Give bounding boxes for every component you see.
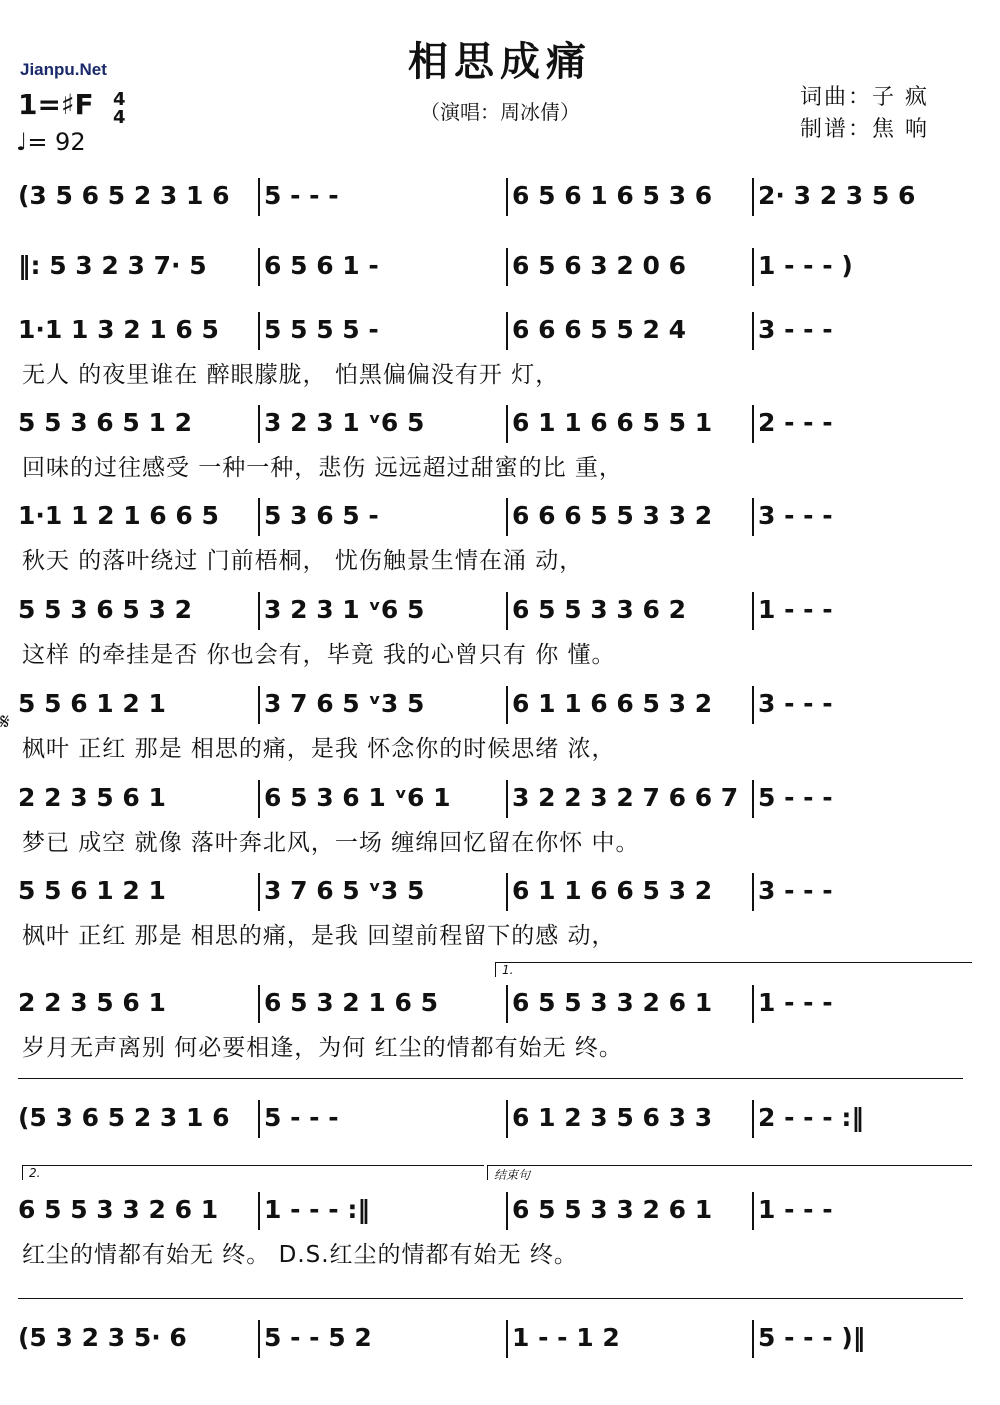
measure: 6 5 5 3 3 2 6 1 bbox=[18, 1195, 219, 1224]
measure: 3 7 6 5 ᵛ3 5 bbox=[264, 689, 425, 718]
measure: (3 5 6 5 2 3 1 6 bbox=[18, 181, 230, 210]
bar-line bbox=[752, 873, 754, 911]
measure: 3 - - - bbox=[758, 501, 833, 530]
measure: (5 3 2 3 5· 6 bbox=[18, 1323, 187, 1352]
measure: 6 5 5 3 3 2 6 1 bbox=[512, 1195, 713, 1224]
measure: 5 - - - bbox=[264, 181, 339, 210]
lyric-line: 梦已 成空 就像 落叶奔北风，一场 缠绵回忆留在你怀 中。 bbox=[22, 830, 640, 856]
bar-line bbox=[752, 312, 754, 350]
key-signature: 1=♯F bbox=[18, 88, 94, 121]
lyric-line: 岁月无声离别 何必要相逢，为何 红尘的情都有始无 终。 bbox=[22, 1035, 623, 1061]
bar-line bbox=[752, 1100, 754, 1138]
measure: 5 - - - bbox=[758, 783, 833, 812]
site-watermark: Jianpu.Net bbox=[20, 60, 107, 79]
notation-row bbox=[18, 178, 973, 216]
bar-line bbox=[752, 178, 754, 216]
measure: 2· 3 2 3 5 6 bbox=[758, 181, 916, 210]
measure: 6 1 1 6 6 5 5 1 bbox=[512, 408, 713, 437]
bar-line bbox=[258, 780, 260, 818]
measure: 3 - - - bbox=[758, 315, 833, 344]
bar-line bbox=[506, 1192, 508, 1230]
measure: 6 5 3 6 1 ᵛ6 1 bbox=[264, 783, 451, 812]
song-title: 相思成痛 bbox=[408, 38, 592, 85]
notation-row bbox=[18, 498, 973, 536]
measure: 1 - - - bbox=[758, 595, 833, 624]
bar-line bbox=[752, 405, 754, 443]
measure: (5 3 6 5 2 3 1 6 bbox=[18, 1103, 230, 1132]
notation-row bbox=[18, 1320, 973, 1358]
measure: 6 1 1 6 6 5 3 2 bbox=[512, 876, 713, 905]
measure: 2 - - - bbox=[758, 408, 833, 437]
bar-line bbox=[752, 592, 754, 630]
bar-line bbox=[752, 1192, 754, 1230]
measure: 1·1 1 3 2 1 6 5 bbox=[18, 315, 219, 344]
bar-line bbox=[506, 1320, 508, 1358]
bar-line bbox=[506, 592, 508, 630]
bar-line bbox=[506, 248, 508, 286]
bar-line bbox=[258, 405, 260, 443]
bar-line bbox=[506, 498, 508, 536]
measure: 5 5 6 1 2 1 bbox=[18, 689, 166, 718]
measure: 3 2 3 1 ᵛ6 5 bbox=[264, 408, 425, 437]
measure: 5 - - - bbox=[264, 1103, 339, 1132]
time-signature bbox=[113, 91, 126, 127]
notation-row bbox=[18, 780, 973, 818]
lyric-line: 无人 的夜里谁在 醉眼朦胧， 怕黑偏偏没有开 灯， bbox=[22, 362, 560, 388]
measure: 2 2 3 5 6 1 bbox=[18, 783, 166, 812]
measure: 6 5 6 1 - bbox=[264, 251, 379, 280]
bar-line bbox=[752, 780, 754, 818]
bar-line bbox=[258, 312, 260, 350]
measure: 6 1 2 3 5 6 3 3 bbox=[512, 1103, 713, 1132]
bar-line bbox=[506, 686, 508, 724]
measure: 6 5 5 3 3 2 6 1 bbox=[512, 988, 713, 1017]
notation-row bbox=[18, 1192, 973, 1230]
section-separator bbox=[18, 1298, 963, 1299]
notation-row bbox=[18, 985, 973, 1023]
bar-line bbox=[258, 592, 260, 630]
measure: 2 - - - :‖ bbox=[758, 1103, 864, 1132]
bar-line bbox=[258, 1192, 260, 1230]
measure: 3 - - - bbox=[758, 689, 833, 718]
notation-row bbox=[18, 405, 973, 443]
measure: 6 5 6 3 2 0 6 bbox=[512, 251, 686, 280]
bar-line bbox=[506, 873, 508, 911]
bar-line bbox=[506, 405, 508, 443]
measure: 3 7 6 5 ᵛ3 5 bbox=[264, 876, 425, 905]
bar-line bbox=[752, 686, 754, 724]
measure: 5 - - - )‖ bbox=[758, 1323, 866, 1352]
notation-row bbox=[18, 1100, 973, 1138]
notation-row bbox=[18, 873, 973, 911]
measure: 1 - - - bbox=[758, 988, 833, 1017]
coda-ending-label: 结束句 bbox=[487, 1165, 972, 1180]
bar-line bbox=[506, 780, 508, 818]
bar-line bbox=[258, 686, 260, 724]
lyric-line: 红尘的情都有始无 终。 D.S.红尘的情都有始无 终。 bbox=[22, 1242, 578, 1268]
bar-line bbox=[258, 178, 260, 216]
bar-line bbox=[258, 1100, 260, 1138]
section-separator bbox=[18, 1078, 963, 1079]
bar-line bbox=[258, 985, 260, 1023]
measure: 6 5 5 3 3 6 2 bbox=[512, 595, 686, 624]
bar-line bbox=[506, 312, 508, 350]
bar-line bbox=[506, 1100, 508, 1138]
lyric-line: 这样 的牵挂是否 你也会有，毕竟 我的心曾只有 你 懂。 bbox=[22, 642, 616, 668]
lyric-line: 回味的过往感受 一种一种，悲伤 远远超过甜蜜的比 重， bbox=[22, 455, 623, 481]
segno-mark: 𝄋 bbox=[0, 710, 10, 735]
measure: 5 3 6 5 - bbox=[264, 501, 379, 530]
arranger: 制谱：焦 响 bbox=[800, 117, 929, 142]
notation-row bbox=[18, 248, 973, 286]
measure: 1 - - - ) bbox=[758, 251, 853, 280]
bar-line bbox=[752, 1320, 754, 1358]
measure: 6 1 1 6 6 5 3 2 bbox=[512, 689, 713, 718]
measure: 1·1 1 2 1 6 6 5 bbox=[18, 501, 219, 530]
lyric-line: 枫叶 正红 那是 相思的痛，是我 回望前程留下的感 动， bbox=[22, 923, 616, 949]
measure: 1 - - - :‖ bbox=[264, 1195, 370, 1224]
bar-line bbox=[258, 873, 260, 911]
bar-line bbox=[258, 248, 260, 286]
measure: 3 2 3 1 ᵛ6 5 bbox=[264, 595, 425, 624]
measure: 6 6 6 5 5 3 3 2 bbox=[512, 501, 713, 530]
notation-row bbox=[18, 312, 973, 350]
measure: 5 5 3 6 5 1 2 bbox=[18, 408, 192, 437]
measure: 1 - - - bbox=[758, 1195, 833, 1224]
bar-line bbox=[752, 248, 754, 286]
notation-row bbox=[18, 592, 973, 630]
lyricist-composer: 词曲：子 疯 bbox=[800, 85, 929, 110]
singer-credit: （演唱：周冰倩） bbox=[420, 100, 580, 124]
bar-line bbox=[506, 985, 508, 1023]
measure: 6 5 6 1 6 5 3 6 bbox=[512, 181, 713, 210]
measure: 6 5 3 2 1 6 5 bbox=[264, 988, 438, 1017]
notation-row bbox=[18, 686, 973, 724]
measure: 5 - - 5 2 bbox=[264, 1323, 372, 1352]
bar-line bbox=[752, 985, 754, 1023]
measure: 5 5 6 1 2 1 bbox=[18, 876, 166, 905]
measure: 1 - - 1 2 bbox=[512, 1323, 620, 1352]
bar-line bbox=[506, 178, 508, 216]
lyric-line: 枫叶 正红 那是 相思的痛，是我 怀念你的时候思绪 浓， bbox=[22, 736, 616, 762]
measure: 6 6 6 5 5 2 4 bbox=[512, 315, 686, 344]
bar-line bbox=[258, 498, 260, 536]
time-sig-bottom: 4 bbox=[113, 107, 126, 128]
tempo-marking: ♩= 92 bbox=[16, 128, 86, 156]
lyric-line: 秋天 的落叶绕过 门前梧桐， 忧伤触景生情在涌 动， bbox=[22, 548, 584, 574]
bar-line bbox=[258, 1320, 260, 1358]
time-sig-top: 4 bbox=[113, 89, 126, 110]
volta-second-ending: 2. bbox=[22, 1165, 484, 1180]
measure: 3 2 2 3 2 7 6 6 7 bbox=[512, 783, 739, 812]
measure: 5 5 3 6 5 3 2 bbox=[18, 595, 192, 624]
measure: 3 - - - bbox=[758, 876, 833, 905]
measure: ‖: 5 3 2 3 7· 5 bbox=[18, 251, 207, 280]
measure: 2 2 3 5 6 1 bbox=[18, 988, 166, 1017]
volta-first-ending: 1. bbox=[495, 962, 972, 977]
measure: 5 5 5 5 - bbox=[264, 315, 379, 344]
bar-line bbox=[752, 498, 754, 536]
